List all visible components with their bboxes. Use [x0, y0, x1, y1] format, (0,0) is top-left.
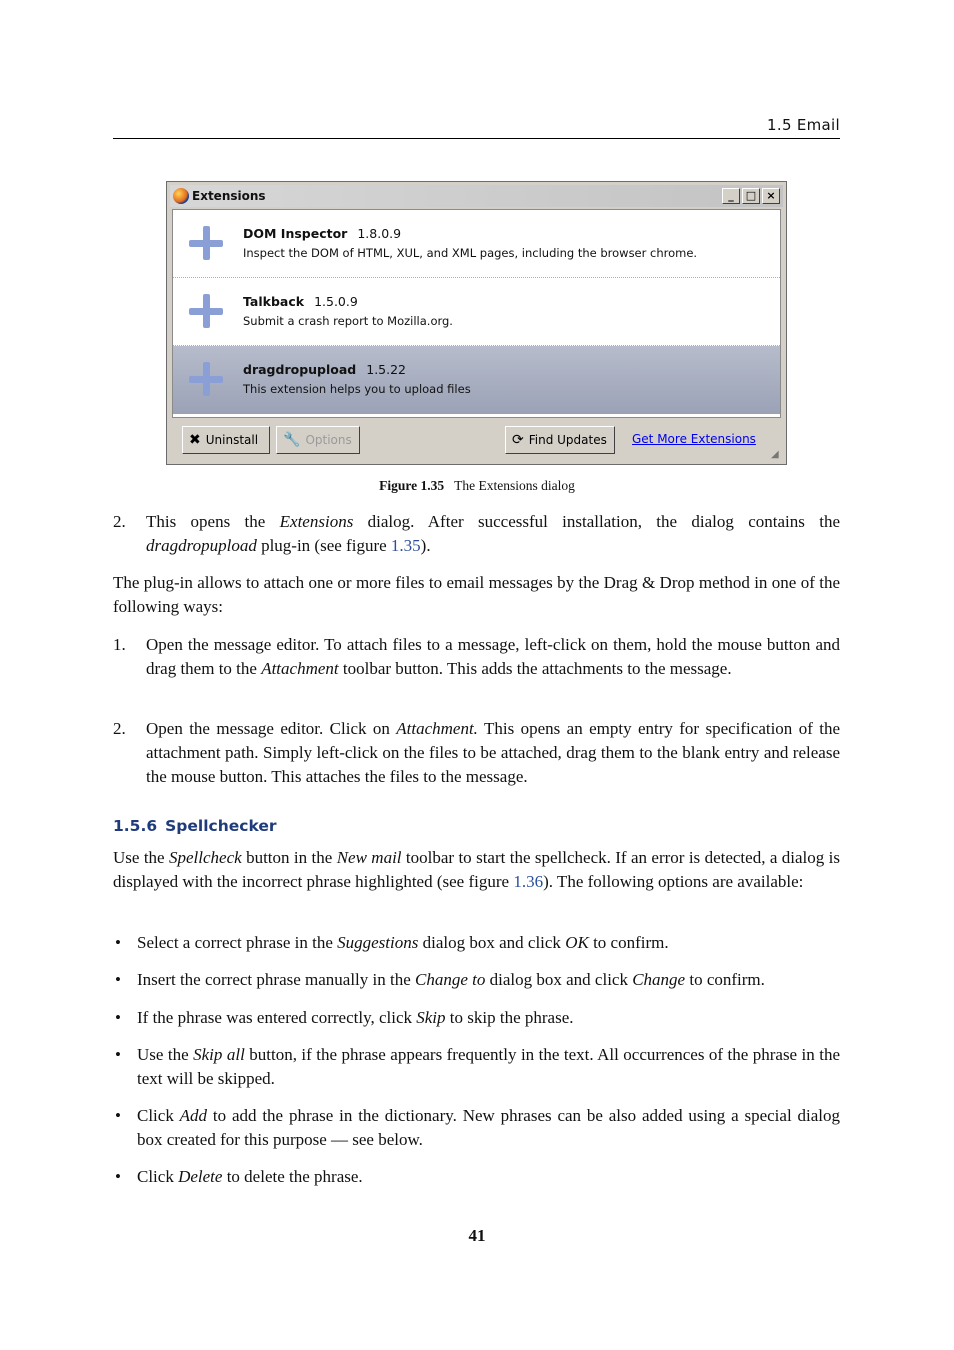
emphasis: Change to [415, 970, 486, 989]
extension-description: Submit a crash report to Mozilla.org. [243, 314, 453, 328]
dialog-titlebar [170, 185, 783, 207]
page-number: 41 [468, 1226, 486, 1245]
text: to skip the phrase. [445, 1008, 574, 1027]
bullet-item [113, 1165, 840, 1189]
text: ). The following options are available: [543, 872, 804, 891]
text: ). [420, 536, 431, 555]
find-updates-button[interactable] [505, 426, 615, 454]
emphasis: OK [565, 933, 589, 952]
emphasis: Delete [178, 1167, 223, 1186]
extension-description: Inspect the DOM of HTML, XUL, and XML pages, including the browser chrome. [243, 246, 698, 260]
bullet-icon: • [115, 970, 121, 989]
bullet-icon: • [115, 1045, 121, 1064]
item-marker: 1. [113, 635, 126, 654]
item-body [137, 1165, 840, 1189]
section-heading [113, 817, 277, 835]
emphasis: Spellcheck [169, 848, 242, 867]
bullet-icon: • [115, 1167, 121, 1186]
figure-ref-link[interactable]: 1.36 [513, 872, 544, 891]
text: dialog box and click [418, 933, 566, 952]
extension-name: Talkback [243, 294, 305, 309]
bullet-item [113, 968, 840, 992]
text: This opens the [146, 512, 280, 531]
text: to delete the phrase. [222, 1167, 363, 1186]
running-head [113, 114, 840, 139]
list-item[interactable] [173, 278, 780, 346]
extension-description: This extension helps you to upload files [243, 382, 471, 396]
text: This opens an empty entry for specification of the attachment path. Simply left-click on the files to be attached, drag them to the blank entry and release the mouse button. This attaches the files to the message. [146, 719, 840, 786]
dialog-title: Extensions [192, 189, 266, 203]
item-body [137, 931, 840, 955]
emphasis: Change [632, 970, 686, 989]
extension-version: 1.5.22 [366, 362, 407, 377]
bullet-item [113, 931, 840, 955]
firefox-icon [173, 188, 189, 204]
list-item-opens [113, 510, 840, 558]
section-number: 1.5.6 [113, 817, 158, 835]
paragraph-plugin: The plug-in allows to attach one or more files to email messages by the Drag & Drop method in one of the following ways: [113, 573, 840, 616]
text: to confirm. [685, 970, 765, 989]
item-body [146, 633, 840, 681]
extensions-list [172, 209, 781, 418]
extension-name-row [243, 226, 401, 241]
uninstall-label: Uninstall [205, 433, 259, 447]
section-title: Spellchecker [165, 817, 277, 835]
text: button in the [241, 848, 337, 867]
emphasis: New mail [336, 848, 402, 867]
plus-puzzle-icon [189, 226, 223, 260]
list-item[interactable] [173, 210, 780, 278]
emphasis: Suggestions [337, 933, 419, 952]
text: Select a correct phrase in the [137, 933, 338, 952]
text: Use the [137, 1045, 194, 1064]
text: Click [137, 1167, 179, 1186]
bullet-item [113, 1104, 840, 1152]
text: Open the message editor. To attach files to a message, left-click on them, hold the mouse button and drag them to the [146, 635, 840, 678]
paragraph-spellcheck [113, 846, 840, 894]
text: button, if the phrase appears frequently in the text. All occurrences of the phrase in the text will be skipped. [137, 1045, 840, 1088]
extension-version: 1.5.0.9 [314, 294, 358, 309]
item-marker: 2. [113, 719, 126, 738]
text: Insert the correct phrase manually in the [137, 970, 416, 989]
bullet-icon: • [115, 1008, 121, 1027]
extension-name: dragdropupload [243, 362, 357, 377]
text: to add the phrase in the dictionary. New phrases can be also added using a special dialog box created for this purpose — see below. [137, 1106, 840, 1149]
extensions-dialog-screenshot [166, 181, 787, 465]
plus-puzzle-icon [189, 294, 223, 328]
item-body [146, 510, 840, 558]
text: toolbar button. This adds the attachments to the message. [338, 659, 732, 678]
item-body [137, 968, 840, 992]
window-buttons [722, 188, 780, 204]
uninstall-button[interactable] [182, 426, 270, 454]
text: to confirm. [588, 933, 669, 952]
extension-name-row [243, 362, 406, 377]
item-body [146, 717, 840, 789]
wrench-icon: 🔧 [283, 432, 301, 448]
item-body [137, 1006, 840, 1030]
list-item-step-2 [113, 717, 840, 789]
text: Use the [113, 848, 169, 867]
close-icon[interactable]: × [762, 188, 780, 204]
emphasis: Skip all [193, 1045, 245, 1064]
list-item-selected[interactable] [173, 346, 780, 414]
item-body [137, 1104, 840, 1152]
extension-version: 1.8.0.9 [357, 226, 402, 241]
bullet-icon: • [115, 1106, 121, 1125]
x-tools-icon: ✖ [189, 432, 201, 448]
get-more-extensions-link[interactable]: Get More Extensions [632, 432, 756, 446]
figure-caption-text: The Extensions dialog [454, 478, 575, 493]
bullet-icon: • [115, 933, 121, 952]
figure-caption [0, 478, 954, 494]
emphasis: Attachment [261, 659, 339, 678]
figure-label: Figure 1.35 [379, 478, 445, 493]
text: toolbar to start the spellcheck. If an error is detected, a dialog is displayed with the incorrect phrase highlighted (see figure [113, 848, 840, 891]
text: Open the message editor. Click on [146, 719, 397, 738]
bullet-item [113, 1006, 840, 1030]
text: Click [137, 1106, 180, 1125]
resize-grip-icon[interactable]: ◢ [771, 449, 779, 460]
extension-name-row [243, 294, 358, 309]
minimize-icon[interactable]: _ [722, 188, 740, 204]
emphasis: Add [179, 1106, 208, 1125]
bullet-item [113, 1043, 840, 1091]
emphasis: Skip [416, 1008, 446, 1027]
item-body [137, 1043, 840, 1091]
text: dialog. After successful installation, the dialog contains the [353, 512, 840, 531]
figure-ref-link[interactable]: 1.35 [390, 536, 421, 555]
text: If the phrase was entered correctly, click [137, 1008, 417, 1027]
options-label: Options [305, 433, 352, 447]
list-item-step-1 [113, 633, 840, 681]
extension-name: DOM Inspector [243, 226, 348, 241]
refresh-icon: ⟳ [512, 432, 524, 448]
running-head-text: 1.5 Email [767, 116, 840, 134]
maximize-icon[interactable]: □ [742, 188, 760, 204]
options-button[interactable] [276, 426, 360, 454]
emphasis: dragdropupload [146, 536, 257, 555]
text: plug-in (see figure [256, 536, 391, 555]
find-updates-label: Find Updates [528, 433, 607, 447]
emphasis: Attachment. [396, 719, 478, 738]
emphasis: Extensions [279, 512, 354, 531]
text: dialog box and click [485, 970, 633, 989]
item-marker: 2. [113, 512, 126, 531]
plus-puzzle-icon [189, 362, 223, 396]
